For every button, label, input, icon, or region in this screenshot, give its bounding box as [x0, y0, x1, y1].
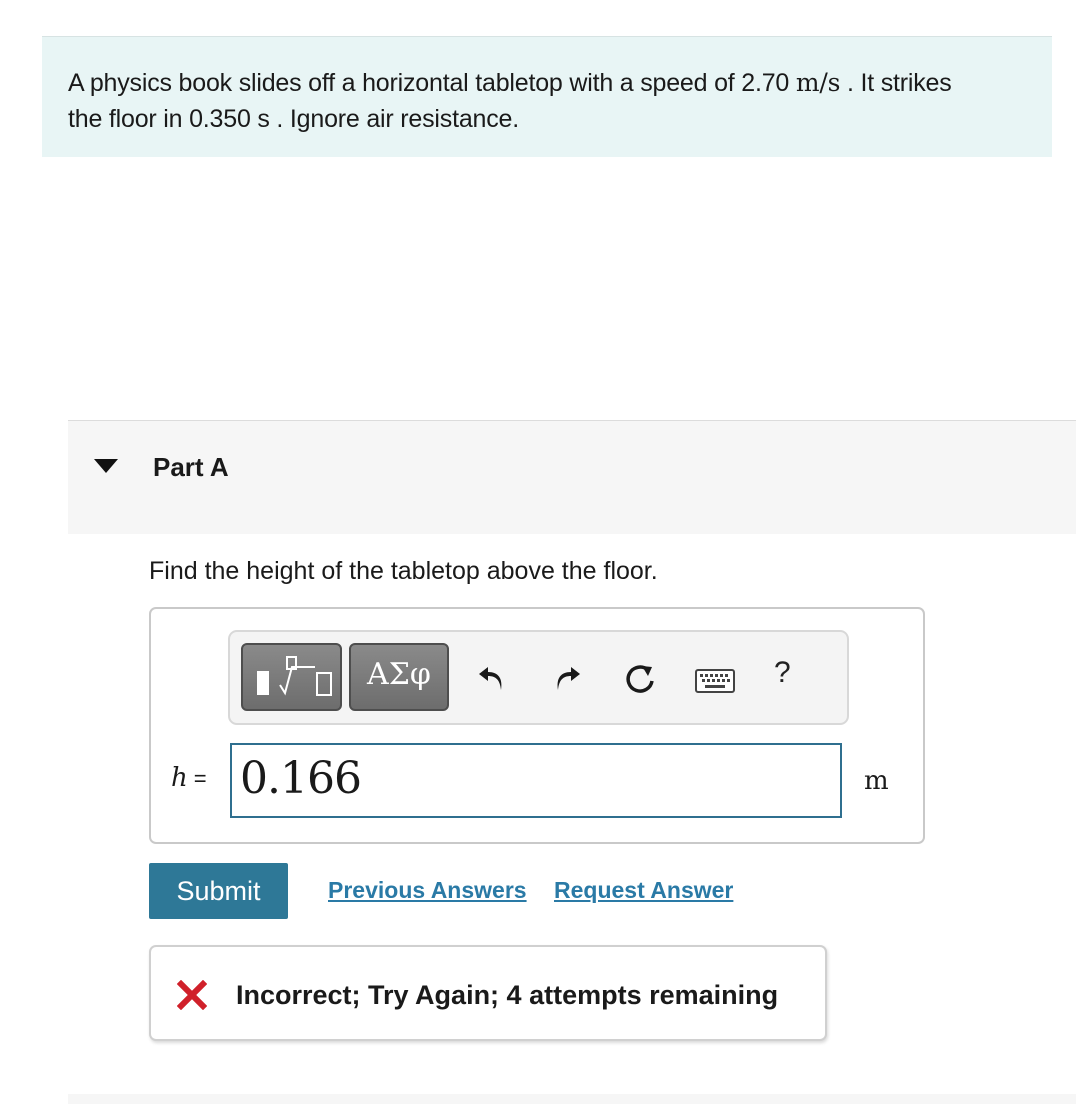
keyboard-icon[interactable] — [695, 669, 735, 693]
part-question: Find the height of the tabletop above the floor. — [149, 557, 658, 585]
previous-answers-link[interactable]: Previous Answers — [328, 877, 527, 903]
reset-circle-icon[interactable] — [624, 663, 658, 697]
feedback-message: Incorrect; Try Again; 4 attempts remaining — [236, 980, 779, 1010]
symbols-button[interactable] — [349, 643, 449, 711]
answer-input[interactable]: 0.166 — [230, 743, 842, 818]
request-answer-link[interactable]: Request Answer — [554, 877, 734, 903]
answer-variable-label — [171, 763, 207, 793]
problem-line-2: the floor in 0.350 s . Ignore air resistance. — [68, 105, 519, 133]
part-title[interactable]: Part A — [153, 452, 229, 482]
next-part-strip — [68, 1094, 1076, 1104]
problem-text-start: A physics book slides off a horizontal tabletop with a speed of 2.70 — [68, 69, 796, 97]
problem-statement — [42, 36, 1052, 157]
symbols-label: ΑΣφ — [367, 657, 431, 692]
templates-button[interactable] — [241, 643, 342, 711]
undo-arrow-icon[interactable] — [476, 663, 506, 693]
equals-sign: = — [193, 766, 207, 791]
problem-line-1 — [68, 65, 1052, 101]
answer-unit: m — [864, 766, 889, 796]
x-mark-icon — [177, 980, 207, 1010]
speed-unit: m/s — [795, 68, 841, 97]
help-button[interactable]: ? — [774, 656, 791, 689]
fraction-sqrt-template-icon — [243, 645, 340, 709]
collapse-caret-icon[interactable] — [94, 459, 118, 473]
variable-symbol: h — [171, 763, 188, 793]
problem-text-line1-end: . It strikes — [840, 69, 952, 97]
redo-arrow-icon[interactable] — [553, 663, 583, 693]
submit-button[interactable]: Submit — [149, 863, 288, 919]
